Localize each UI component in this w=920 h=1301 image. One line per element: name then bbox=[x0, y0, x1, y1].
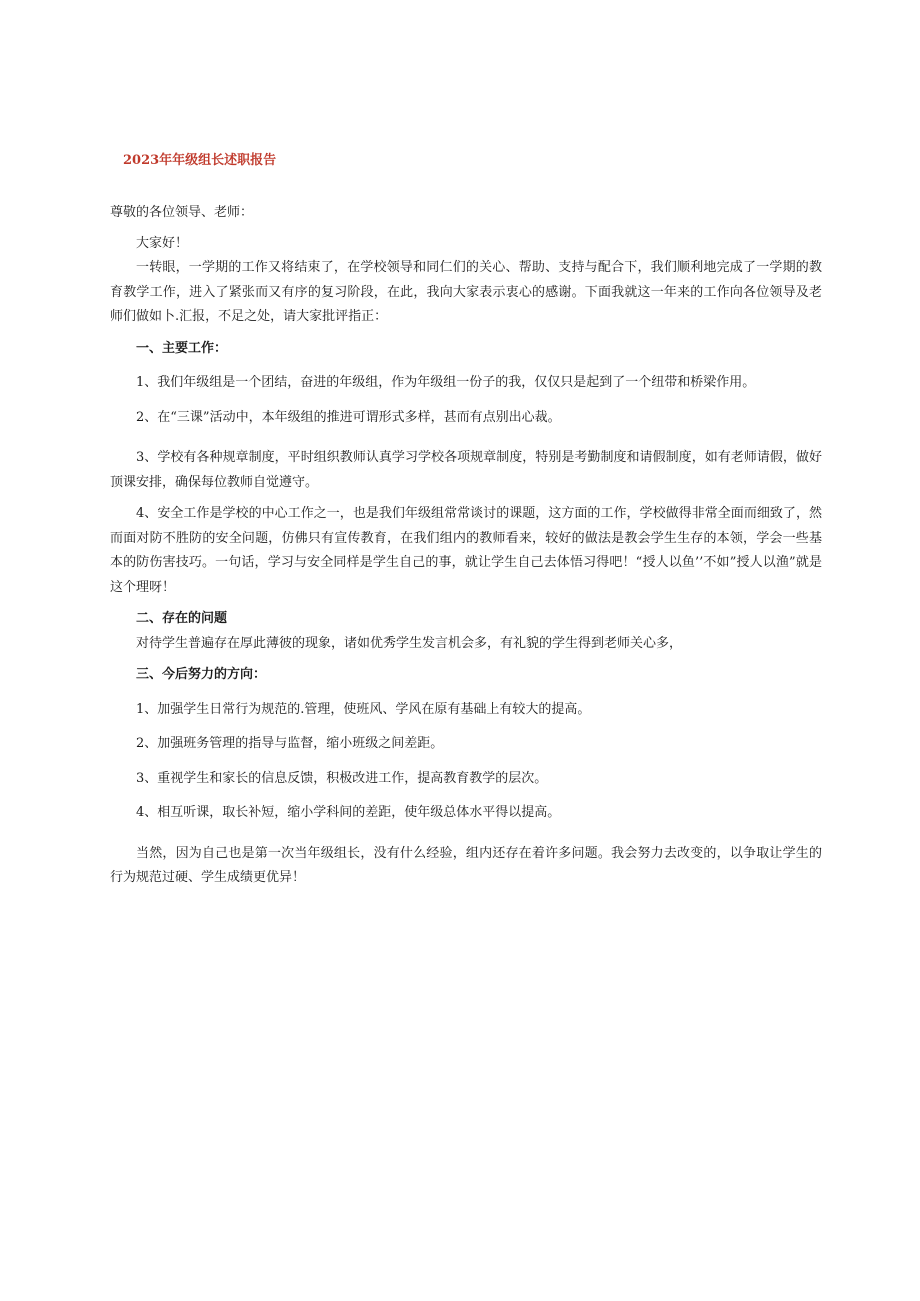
list-item: 3、重视学生和家长的信息反馈，积极改进工作，提高教育教学的层次。 bbox=[136, 770, 548, 786]
list-item: 2、在“三课”活动中，本年级组的推进可谓形式多样，甚而有点别出心裁。 bbox=[136, 409, 561, 425]
section-heading-main-work: 一、主要工作： bbox=[136, 340, 228, 356]
greeting: 大家好！ bbox=[136, 235, 189, 251]
list-item: 3、学校有各种规章制度，平时组织教师认真学习学校各项规章制度，特别是考勤制度和请假制度，如有老师请假，做好顶课安排，确保每位教师自觉遵守。 bbox=[110, 450, 822, 490]
list-item: 1、我们年级组是一个团结，奋进的年级组，作为年级组一份子的我，仅仅只是起到了一个纽带和桥梁作用。 bbox=[136, 375, 756, 390]
problems-paragraph: 对待学生普遍存在厚此薄彼的现象，诸如优秀学生发言机会多，有礼貌的学生得到老师关心多， bbox=[136, 635, 683, 651]
list-item: 2、加强班务管理的指导与监督，缩小班级之间差距。 bbox=[136, 736, 444, 751]
list-item: 1、加强学生日常行为规范的.管理，使班风、学风在原有基础上有较大的提高。 bbox=[136, 701, 591, 717]
document-title: 2023年年级组长述职报告 bbox=[123, 153, 277, 168]
section-heading-future-direction: 三、今后努力的方向： bbox=[136, 667, 267, 682]
list-item: 4、相互听课，取长补短，缩小学科间的差距，使年级总体水平得以提高。 bbox=[136, 805, 561, 820]
section-heading-problems: 二、存在的问题 bbox=[136, 611, 228, 626]
salutation: 尊敬的各位领导、老师： bbox=[110, 205, 254, 220]
document-body bbox=[110, 201, 822, 891]
closing-paragraph: 当然，因为自己也是第一次当年级组长，没有什么经验，组内还存在着许多问题。我会努力去改变的，以争取让学生的行为规范过硬、学生成绩更优异！ bbox=[110, 845, 822, 885]
list-item: 4、安全工作是学校的中心工作之一，也是我们年级组常常谈讨的课题，这方面的工作，学校做得非常全面而细致了，然而面对防不胜防的安全问题，仿佛只有宣传教育，在我们组内的教师看来，较好的做法是教会学生生存的本领，学会一些基本的防伤害技巧。一句话，学习与安全同样是学生自己的事，就让学生自己去体悟习得吧！“授人以鱼’’不如”授人以渔”就是这个理呀！ bbox=[110, 506, 822, 595]
intro-paragraph: 一转眼，一学期的工作又将结束了，在学校领导和同仁们的关心、帮助、支持与配合下，我们顺利地完成了一学期的教育教学工作，进入了紧张而又有序的复习阶段，在此，我向大家表示衷心的感谢。下面我就这一年来的工作向各位领导及老师们做如卜.汇报，不足之处，请大家批评指正： bbox=[110, 260, 822, 324]
